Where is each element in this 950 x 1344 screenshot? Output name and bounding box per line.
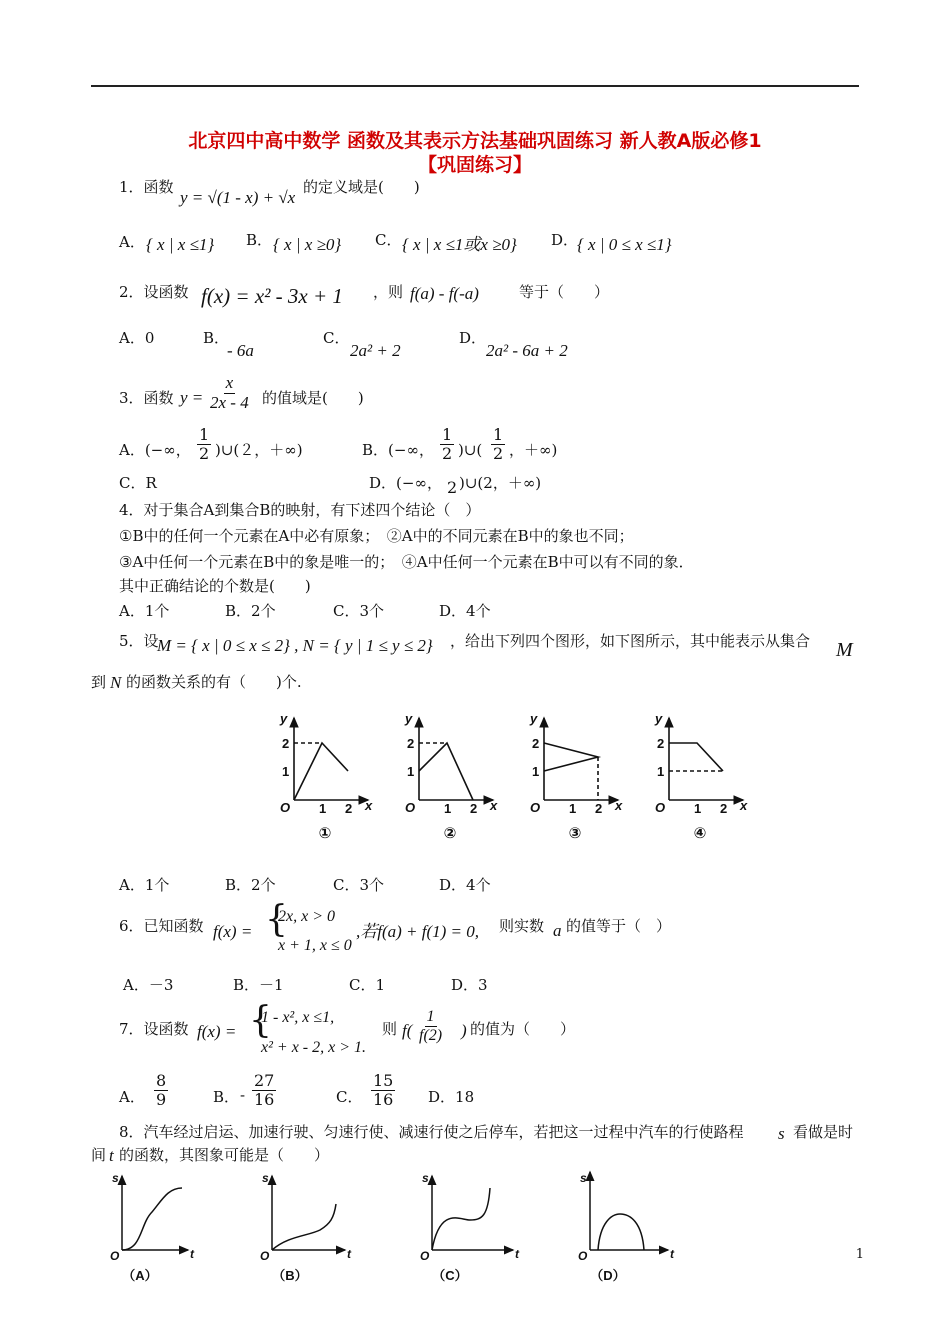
- q5-origin-4: O: [655, 800, 666, 815]
- q6-tail-2: 的值等于（ ）: [566, 917, 672, 935]
- q8-axis-t-2: t: [347, 1247, 351, 1261]
- q3-opt-a-frac-den: 2: [199, 443, 210, 463]
- q3-opt-b-frac1: [440, 426, 454, 462]
- q1-tail: 的定义域是( ): [303, 178, 420, 196]
- q5-graph-4: [669, 718, 743, 800]
- q1-formula: y = √(1 - x) + √x: [180, 188, 296, 207]
- q2-opt-c-label: C．: [323, 329, 350, 347]
- q5-tick-x-4-1: 1: [694, 801, 702, 816]
- q2-formula: f(x) = x² - 3x + 1: [201, 284, 343, 308]
- q8-line1-b: 看做是时: [793, 1123, 854, 1141]
- q6-tail-1: 则实数: [499, 917, 545, 935]
- q8-origin-1: O: [110, 1249, 120, 1263]
- q2-opt-d: 2a² - 6a + 2: [486, 341, 568, 360]
- q8-origin-4: O: [578, 1249, 588, 1263]
- q5-axis-y-3: y: [530, 711, 538, 726]
- q5-N: N: [110, 673, 122, 692]
- q5-axis-y-1: y: [280, 711, 288, 726]
- q3-den: 2x - 4: [210, 392, 249, 412]
- q5-stem: 5．设: [119, 632, 159, 650]
- q5-axis-x-4: x: [740, 798, 748, 813]
- q7-f: f(: [402, 1021, 413, 1040]
- q5-graphs: [270, 706, 760, 846]
- q4-stem: 4．对于集合A到集合B的映射，有下述四个结论（ ）: [119, 501, 481, 519]
- q7-opt-c-label: C．: [336, 1088, 363, 1106]
- q7-tail: 的值为（ ）: [470, 1020, 576, 1038]
- q2-stem: 2．设函数: [119, 283, 189, 301]
- q7-opt-b-frac: [252, 1072, 276, 1108]
- q7-brace: {: [249, 1000, 272, 1041]
- q5-graph-label-2: ②: [443, 825, 457, 842]
- q8-origin-2: O: [260, 1249, 270, 1263]
- q4-opt-c: C．3个: [333, 602, 385, 620]
- page-number: 1: [855, 1247, 864, 1262]
- q3-opt-b-frac2-num: 1: [493, 425, 504, 444]
- q4-line-2: ③A中任何一个元素在B中的象是唯一的； ④A中任何一个元素在B中可以有不同的象．: [119, 553, 694, 571]
- q5-tick-y-2-1: 1: [407, 764, 415, 779]
- q3-opt-a-2: )∪(２，＋∞): [215, 441, 303, 459]
- q2-opt-b-label: B．: [203, 329, 230, 347]
- q3-opt-b-frac2-den: 2: [493, 443, 504, 463]
- q7-opt-a-den: 9: [156, 1089, 167, 1109]
- q5-tick-y-1-1: 1: [282, 764, 290, 779]
- q6-case-2: x + 1, x ≤ 0: [278, 937, 352, 954]
- q3-fraction: [210, 374, 249, 412]
- q5-origin-3: O: [530, 800, 541, 815]
- q7-opt-b-sign: -: [240, 1086, 246, 1104]
- q5-axis-y-2: y: [405, 711, 413, 726]
- q3-opt-b-frac1-num: 1: [442, 425, 453, 444]
- q5-tick-x-1-2: 2: [345, 801, 353, 816]
- q5-opt-c: C．3个: [333, 876, 385, 894]
- q5-tick-y-3-2: 2: [532, 736, 540, 751]
- q7-frac-num: 1: [426, 1008, 435, 1025]
- q5-graph-label-1: ①: [318, 825, 332, 842]
- q1-opt-d-label: D．: [551, 231, 579, 249]
- q3-opt-d-3: )∪(2，＋∞): [459, 474, 542, 492]
- q7-opt-a-label: A．: [119, 1088, 145, 1106]
- q2-opt-c: 2a² + 2: [350, 341, 401, 360]
- q4-opt-d: D．4个: [439, 602, 491, 620]
- q8-s: s: [778, 1124, 785, 1143]
- q3-opt-b-frac2: [491, 426, 505, 462]
- q1-opt-c-label: C．: [375, 231, 402, 249]
- q6-fx: f(x) =: [213, 922, 253, 941]
- page-title: 北京四中高中数学 函数及其表示方法基础巩固练习 新人教A版必修1: [188, 130, 762, 152]
- q5-axis-x-2: x: [490, 798, 498, 813]
- q7-case-1: 1 - x², x ≤1,: [261, 1009, 335, 1026]
- q7-opt-c-den: 16: [373, 1089, 394, 1109]
- q5-graph-2: [419, 718, 493, 800]
- q8-axis-t-3: t: [515, 1247, 519, 1261]
- q7-fx: f(x) =: [197, 1022, 237, 1041]
- q2-mid: ，则: [373, 283, 404, 301]
- q2-opt-d-label: D．: [459, 329, 487, 347]
- q5-set: M = { x | 0 ≤ x ≤ 2} , N = { y | 1 ≤ y ≤ 2}: [157, 636, 433, 655]
- q2-opt-a: A．0: [119, 329, 155, 347]
- q3-opt-a-1: A．(−∞，: [119, 441, 191, 459]
- q8-line2-b: 的函数，其图象可能是（ ）: [119, 1146, 330, 1164]
- q5-tick-x-2-2: 2: [470, 801, 478, 816]
- q8-graph-label-3: （C）: [432, 1268, 468, 1283]
- q1-stem: 1．函数: [119, 178, 174, 196]
- q5-tick-y-2-2: 2: [407, 736, 415, 751]
- q5-opt-d: D．4个: [439, 876, 491, 894]
- q7-opt-d: D．18: [428, 1088, 475, 1106]
- q1-opt-b-label: B．: [246, 231, 273, 249]
- q7-opt-c-frac: [371, 1072, 395, 1108]
- q6-cond: ,若f(a) + f(1) = 0,: [356, 922, 480, 941]
- q6-stem: 6．已知函数: [119, 917, 204, 935]
- q8-graph-c: [432, 1176, 513, 1250]
- q8-line2-a: 间: [91, 1146, 107, 1164]
- q6-brace: {: [265, 899, 288, 940]
- q1-opt-a-label: A．: [119, 233, 145, 251]
- q8-axis-s-1: s: [112, 1171, 119, 1185]
- q5-axis-x-3: x: [615, 798, 623, 813]
- q3-opt-a-frac: [197, 426, 211, 462]
- q3-stem: 3．函数: [119, 389, 174, 407]
- q7-opt-c-num: 15: [373, 1071, 394, 1090]
- q8-graph-d: [590, 1172, 668, 1250]
- q5-tick-x-1-1: 1: [319, 801, 327, 816]
- q5-tick-x-3-2: 2: [595, 801, 603, 816]
- q8-graph-label-1: （A）: [122, 1268, 158, 1283]
- q8-t: t: [109, 1146, 114, 1165]
- q4-opt-b: B．2个: [225, 602, 276, 620]
- q8-axis-s-4: s: [580, 1171, 587, 1185]
- q7-close: ): [461, 1021, 467, 1040]
- q5-tick-x-3-1: 1: [569, 801, 577, 816]
- q5-graph-label-3: ③: [568, 825, 582, 842]
- q3-y: y =: [180, 388, 204, 407]
- q3-opt-d-1: D．(−∞，: [369, 474, 442, 492]
- q3-opt-c: C．R: [119, 474, 157, 492]
- q5-tick-y-4-1: 1: [657, 764, 665, 779]
- q5-origin-2: O: [405, 800, 416, 815]
- q8-origin-3: O: [420, 1249, 430, 1263]
- q5-tick-y-1-2: 2: [282, 736, 290, 751]
- q7-opt-b-num: 27: [254, 1071, 275, 1090]
- q5-tick-y-3-1: 1: [532, 764, 540, 779]
- q5-tail: ，给出下列四个图形，如下图所示，其中能表示从集合: [450, 632, 811, 650]
- q8-graph-b: [272, 1176, 345, 1250]
- q3-opt-d-2: 2: [447, 478, 458, 497]
- q3-opt-b-2: )∪(: [458, 441, 483, 459]
- q3-tail: 的值域是( ): [262, 389, 364, 407]
- q4-opt-a: A．1个: [119, 602, 170, 620]
- q3-opt-a-frac-num: 1: [199, 425, 210, 444]
- q5-tick-x-4-2: 2: [720, 801, 728, 816]
- q2-tail: 等于（ ）: [519, 283, 610, 301]
- q6-opt-a: A．－3: [123, 976, 174, 994]
- q2-opt-b: - 6a: [227, 341, 254, 360]
- q4-line-3: 其中正确结论的个数是( ): [119, 577, 311, 595]
- q7-mid: 则: [382, 1020, 398, 1038]
- q5-graph-1: [294, 718, 368, 800]
- q8-axis-s-3: s: [422, 1171, 429, 1185]
- q3-num: x: [225, 373, 234, 392]
- q6-opt-b: B．－1: [233, 976, 284, 994]
- q8-graph-label-2: （B）: [272, 1268, 308, 1283]
- q8-graph-label-4: （D）: [590, 1268, 626, 1283]
- header-rule: [91, 85, 859, 87]
- q7-frac: [419, 1008, 442, 1044]
- q3-opt-b-frac1-den: 2: [442, 443, 453, 463]
- q8-axis-s-2: s: [262, 1171, 269, 1185]
- q5-tick-x-2-1: 1: [444, 801, 452, 816]
- q6-opt-d: D．3: [451, 976, 488, 994]
- q5-opt-b: B．2个: [225, 876, 276, 894]
- q7-opt-a-frac: [154, 1072, 168, 1108]
- q1-opt-c: { x | x ≤1或x ≥0}: [402, 235, 517, 254]
- q7-opt-b-label: B．: [213, 1088, 240, 1106]
- q7-stem: 7．设函数: [119, 1020, 189, 1038]
- q7-frac-den: f(2): [419, 1026, 443, 1044]
- q5-origin-1: O: [280, 800, 291, 815]
- q7-case-2: x² + x - 2, x > 1.: [261, 1039, 367, 1056]
- q6-case-1: 2x, x > 0: [278, 908, 335, 925]
- q8-axis-t-4: t: [670, 1247, 674, 1261]
- q5-opt-a: A．1个: [119, 876, 170, 894]
- q7-opt-a-num: 8: [156, 1071, 167, 1090]
- q5-graph-label-4: ④: [693, 825, 707, 842]
- page-subtitle: 【巩固练习】: [417, 154, 532, 176]
- q1-opt-b: { x | x ≥0}: [273, 235, 342, 254]
- q5-line2-a: 到: [91, 673, 107, 691]
- q6-a: a: [553, 921, 562, 940]
- q5-graph-3: [544, 718, 618, 800]
- q1-opt-a: { x | x ≤1}: [146, 235, 215, 254]
- q6-opt-c: C．1: [349, 976, 386, 994]
- q8-axis-t-1: t: [190, 1247, 194, 1261]
- q5-M: M: [836, 639, 853, 661]
- q3-opt-b-3: ，＋∞): [509, 441, 558, 459]
- q2-expr: f(a) - f(-a): [410, 284, 479, 303]
- q8-graphs: [100, 1166, 700, 1291]
- q5-axis-y-4: y: [655, 711, 663, 726]
- q5-tick-y-4-2: 2: [657, 736, 665, 751]
- q7-opt-b-den: 16: [254, 1089, 275, 1109]
- q4-line-1: ①B中的任何一个元素在A中必有原象； ②A中的不同元素在B中的象也不同；: [119, 527, 634, 545]
- q1-opt-d: { x | 0 ≤ x ≤1}: [577, 235, 672, 254]
- q8-graph-a: [122, 1176, 188, 1250]
- q5-axis-x-1: x: [365, 798, 373, 813]
- q5-line2-b: 的函数关系的有（ )个.: [126, 673, 302, 691]
- q8-line1-a: 8．汽车经过启运、加速行驶、匀速行使、减速行使之后停车，若把这一过程中汽车的行使路程: [119, 1123, 744, 1141]
- q3-opt-b-1: B．(−∞，: [362, 441, 434, 459]
